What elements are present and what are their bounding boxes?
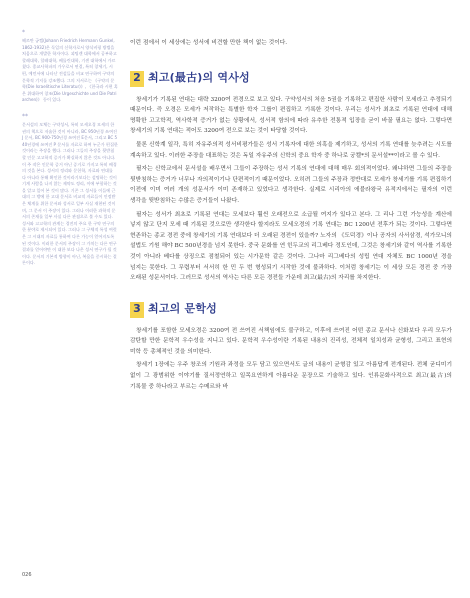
- body-paragraph: 필자는 신학교에서 문서설을 배우면서 그들이 주장하는 성서 기록의 연대에 대해 매우 회의적이었다. 왜냐하면 그들의 주장을 뒷받침하는 증거가 너무나 자의적이기나 단편적이기 때문이었다. 오히려 그들의 주장과 정반대로 모세가 창세기를 기록 편집하기 이전에 이미 여러 개의 성문서가 이미 존재하고 있었다고 생각한다. 실제로 시리아의 에블라왕국 유적지에서는 필자의 이런 생각을 뒷받침하는 수많은 증거들이 나왔다.: [130, 166, 452, 204]
- section-heading: [130, 71, 452, 87]
- footnote-marker: **: [22, 112, 28, 120]
- sidebar-notes: [22, 30, 118, 277]
- section-number-badge: 2: [130, 71, 144, 87]
- footnote-documentary-hypothesis: [22, 114, 118, 267]
- body-paragraph: 필자는 성서가 최초로 기록된 연대는 모세보다 훨씬 오래전으로 소급될 여지가 있다고 본다. 그 리나 그런 가능성을 계산에 넣지 않고 단지 모세 때 기록된 것으로만 생각한다 할지라도 모세오경의 기록 연대는 BC 1200년 전후가 되는 것이다. 그렇다면 현존하는 종교 경전 중에 창세기의 기록 연대보다 더 오래된 경전이 있을까? 노자의 《도덕경》이나 공자의 사서삼경, 석가모니의 설법도 기원 해야 BC 500년경을 넘지 못한다. 중국 문화를 연 힌두교의 리그베다 정도인데, 그것은 창세기와 같이 역사를 기록한 것이 아니라 베다를 상징으로 점철되어 있는 시가문학 같은 것이다. 그나마 리그베다의 성립 연대 자체도 BC 1000년 경을 넘지는 못한다. 그 무렵부터 서서히 한 민 두 번 형성되기 시작한 것에 불과하다. 이처럼 창세기는 이 세상 모든 경전 중 가장 오래된 성문서이다. 그러므로 성서의 역사는 다른 모든 경전들 가운데 최고(最古)의 자리를 차지한다.: [130, 211, 452, 282]
- footnote-text: 헤르만 궁켈(Johann Friedrich Hermann Gunkel, 1862-1932)은 독일의 신학자로서 양식비평 방법을 처음으로 개발한 학자이다. 괴팅겐 대학에서 공부하고 할레대학, 할레대학, 베를린대학, 기센 대학에서 가르쳤다. 종교사학파의 가우로서 연결, 특히 창세기, 시편, 예언서에 나타난 전설들을 비교 연구하여 구약의 문학적 기저를 강조했다. 그의 저서로는 《구약의 문학(Die Israelitische Literatur)》, 《한국과 시편 혹은 위대하여 창조(Die Urgeschichte und Die Patriarchen)》 등이 있다.: [22, 38, 118, 103]
- footnote-gunkel: [22, 30, 118, 104]
- section-title: 최고(最古)의 역사성: [148, 71, 250, 85]
- section-number-badge: 3: [130, 302, 144, 318]
- section-historicity: [130, 71, 452, 284]
- section-literary-quality: [130, 302, 452, 393]
- section-heading: [130, 302, 452, 318]
- body-paragraph: 창세기 1장에는 우주 창조의 기원과 과정을 모두 담고 있으면서도 글의 내용이 균형감 있고 아름답게 전개된다. 전체 굳디미기 없이 그 광범위한 이야기를 질서정연하고 일목요연하게 아름다운 문장으로 기술하고 있다. 인류문화사적으로 최고(最古)의 기록물 중 하나라고 부르는 수메르와 바: [130, 362, 452, 390]
- section-title: 최고의 문학성: [148, 302, 217, 316]
- footnote-marker: *: [22, 29, 25, 36]
- body-paragraph: 창세기가 기록된 연대는 대략 3200여 전경으로 보고 있다. 구약성서의 처음 5권을 기록하고 편집한 사람이 모세라고 추정되기 때문이다. 즉 오경은 모세가 저작하는 특별한 학자 그룹이 편집하고 기록한 것이다. 우리는 성서가 최초로 기록된 연대에 대해 명확한 고고학적, 역사학적 증거가 없는 상황에서, 성서적 함의에 따라 유추한 전통적 입장을 굳이 바꿀 필요는 없다. 그렇다면 창세기의 기록 연대는 적어도 3200여 전으로 보는 것이 타당할 것이다.: [130, 96, 452, 135]
- body-paragraph: 물론 신학계 일각, 특히 자유주의적 성서비평가들은 성서 기록자에 대한 의혹을 제기하고, 성서의 기록 연대를 늦추려는 시도를 계속하고 있다. 이러한 주장을 대표하는 것은 독일 자유주의 신학의 중요 학자 중 하나로 궁켈*의 문서설**이라고 볼 수 있다.: [130, 141, 452, 159]
- body-paragraph: 창세기를 포함한 모세오경은 3200여 전 쓰여진 서책임에도 불구하고, 이후에 쓰여진 어떤 종교 문서나 신화보다 우리 모두가 감탄할 만한 문학적 우수성을 지니고 있다. 문학적 우수성이란 기록된 내용의 진리성, 전체적 일치성과 균형성, 그리고 표현의 미학 등 총체적인 것을 의미한다.: [130, 327, 452, 355]
- main-content: [130, 38, 452, 392]
- intro-paragraph: 이런 점에서 이 세상에는 성서에 비견할 만한 책이 없는 것이다.: [130, 40, 288, 46]
- page-number: 026: [22, 572, 32, 578]
- footnote-text: 문서설의 모체는 구약성서, 특히 모세오경 모세의 한 권의 책으로 저술한 것이 아니라, BC 950년경 쓰여진 J 문서, BC 900-750년경 쓰여진 E문서, 그리고 BC 540년경에 쓰여진 P 문서를 자료로 하여 누군가 편집한 것이라는 주장을 했다. 그러나 그들의 주장을 뒷받침할 인문 고고학적 증거가 확실하지 않은 것도 아니다. 이 주 작은 인문학 증거 아닌 증거로 가지고 특히 배경의 것을 본다. 성서의 정리와 문헌학, 자료와 연대를 다 아니라 통해 확인한 것이라기보다는 설명하는 것이 기계 사람을 나지 않는 제약도 정리, 이에 부합하는 것을 알고 일어 본 것이 많다. 기존 그 성서를 이들에 근대의 그 밖에 한 고대 문서로 비교적 자료들이 인정받은 체계를 위한 문서와 성서로 일부 사실 재현된 것이며, 그 문서 이 주장이 있다. 그러나 이러한 과학적 문서의 존재를 일부 사실 다른 관점으로 볼 수도 있다. 성서와 고고학의 관계는 경전의 주요 한 구약 연구의 한 분야로 제시되어 있다. 그러나 그 구체적 특성 여럿은 그 시대의 자료들 통하여 다른 가능이 얻어지도록 된 것이다. 이러한 문서의 주장이 그 가치는 다른 연구 결과를 얻어야만 이 대한 보다 나은 성서 연구가 될 것이다. 문서의 기본적 방향이 아닌, 복음을 중시하는 결론이다.: [22, 121, 118, 266]
